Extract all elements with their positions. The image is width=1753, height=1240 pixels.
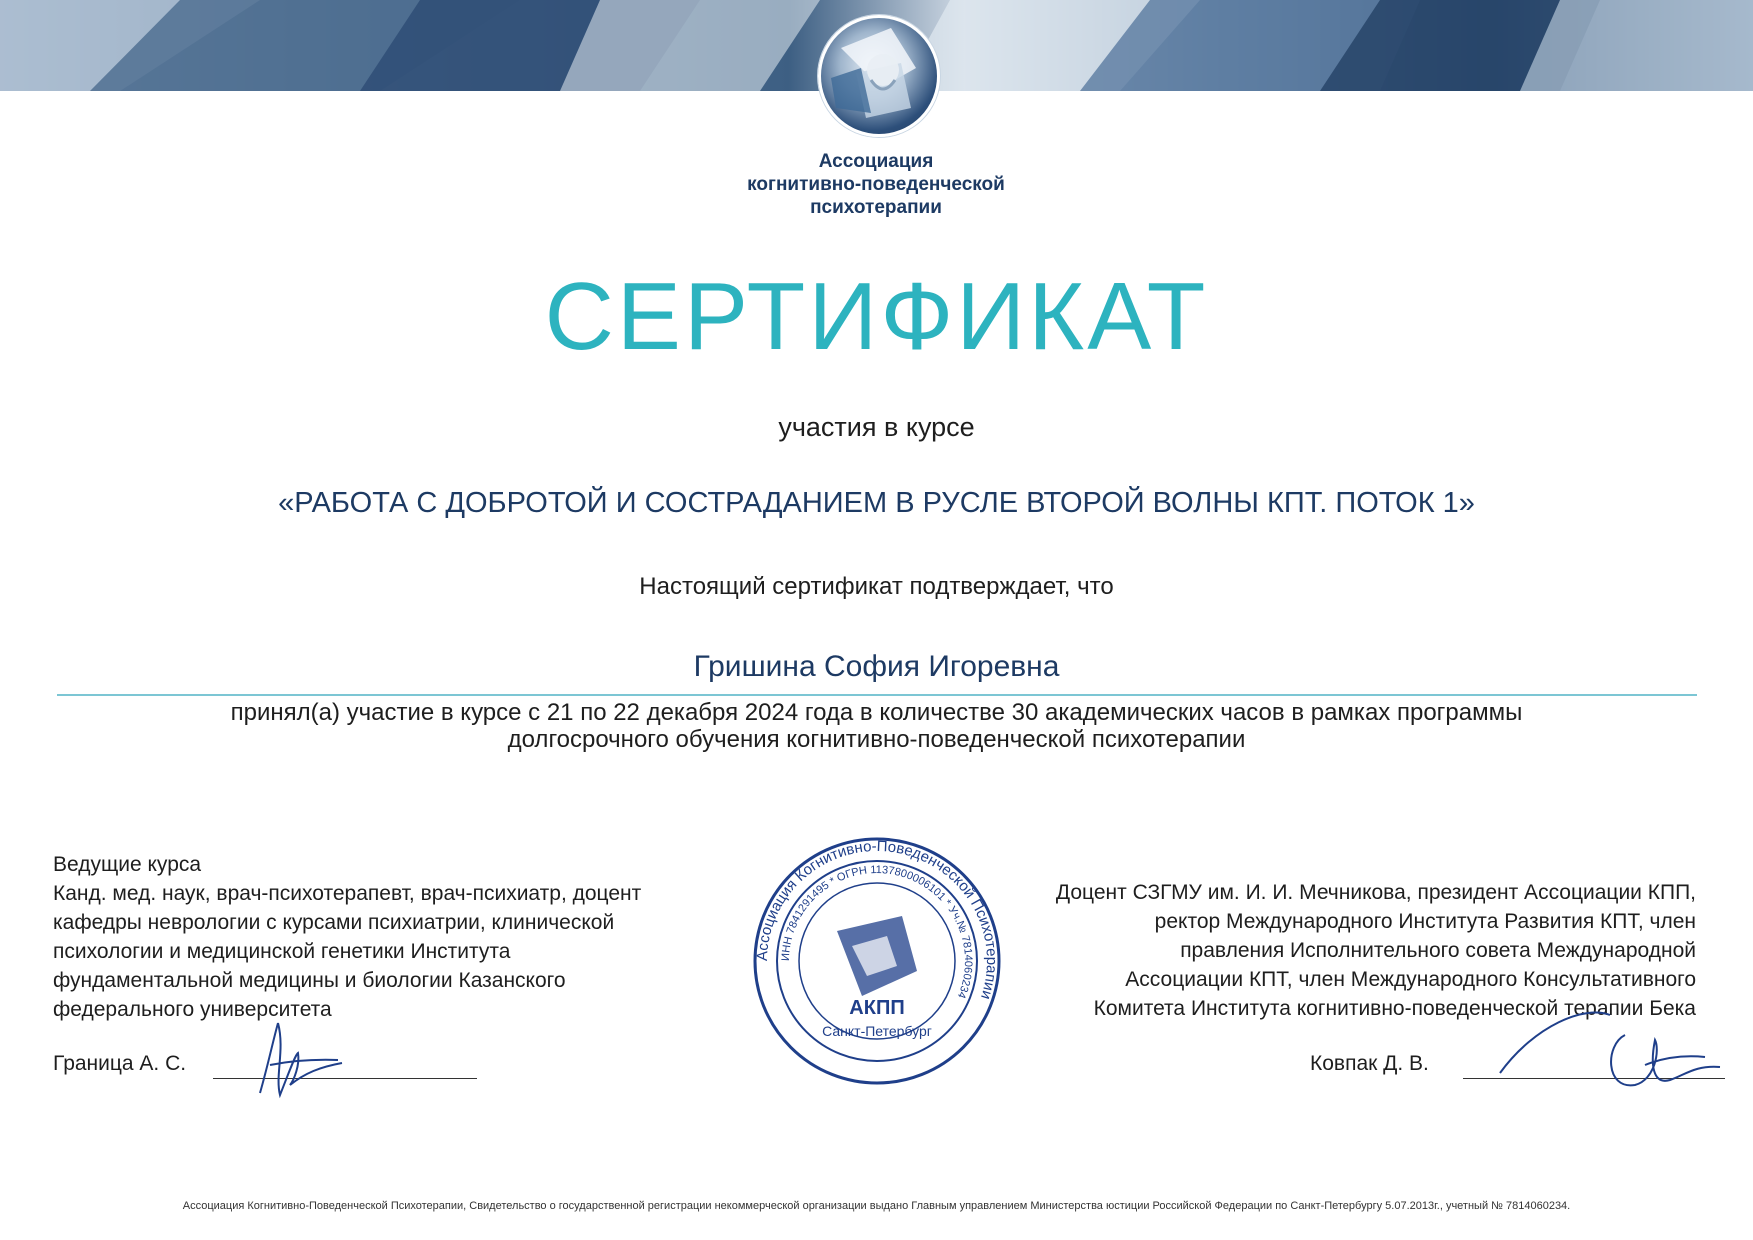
organization-logo [818, 15, 940, 137]
stamp-center-text: АКПП [849, 997, 905, 1019]
left-signatory-line: кафедры неврологии с курсами психиатрии, клинической [53, 911, 615, 934]
name-underline [57, 694, 1697, 696]
organization-name-line2: когнитивно-поведенческой [747, 174, 1005, 195]
confirm-text: Настоящий сертификат подтверждает, что [639, 573, 1114, 600]
left-signatory-line: фундаментальной медицины и биологии Казанского [53, 969, 566, 992]
logo-portrait-icon [821, 18, 937, 134]
left-signatory-name: Граница А. С. [53, 1052, 187, 1075]
left-handwritten-signature [250, 1015, 350, 1100]
course-name: «РАБОТА С ДОБРОТОЙ И СОСТРАДАНИЕМ В РУСЛЕ ВТОРОЙ ВОЛНЫ КПТ. ПОТОК 1» [278, 487, 1475, 519]
left-signatory-info [53, 850, 743, 1024]
left-signatory-line: психологии и медицинской генетики Института [53, 940, 511, 963]
left-signatory-heading: Ведущие курса [53, 853, 202, 876]
stamp-city-text: Санкт-Петербург [822, 1023, 932, 1039]
organization-stamp [752, 836, 1002, 1086]
footer-legal-text: Ассоциация Когнитивно-Поведенческой Психотерапии, Свидетельство о государственной регистрации некоммерческой организации выдано Главным управлением Министерства юстиции Российской Федерации по Санкт-Петербургу 5.07.2013г., учетный № 7814060234. [182, 1200, 1571, 1212]
right-signatory-line: правления Исполнительного совета Международной [1180, 939, 1696, 962]
organization-name-line3: психотерапии [810, 197, 942, 218]
right-handwritten-signature [1495, 995, 1725, 1095]
recipient-name: Гришина София Игоревна [693, 650, 1060, 683]
organization-name [676, 150, 1076, 219]
description-line2: долгосрочного обучения когнитивно-поведенческой психотерапии [507, 726, 1246, 753]
right-signatory-line: Ассоциации КПТ, член Международного Консультативного [1125, 968, 1696, 991]
left-signatory-line: Канд. мед. наук, врач-психотерапевт, врач-психиатр, доцент [53, 882, 642, 905]
right-signatory-name: Ковпак Д. В. [1310, 1052, 1429, 1075]
description-line1: принял(а) участие в курсе с 21 по 22 декабря 2024 года в количестве 30 академических часов в рамках программы [230, 699, 1523, 726]
left-signatory-line: федерального университета [53, 998, 332, 1021]
stamp-outer-text: Ассоциация Когнитивно-Поведенческой Психотерапии [753, 837, 1001, 1002]
certificate-title: СЕРТИФИКАТ [544, 263, 1209, 370]
right-signatory-line: Доцент СЗГМУ им. И. И. Мечникова, президент Ассоциации КПП, [1055, 881, 1696, 904]
right-signatory-line: ректор Международного Института Развития КПТ, член [1154, 910, 1696, 933]
stamp-inner-text: ИНН 7841291495 * ОГРН 1137800006101 * Уч.№ 7814060234 [779, 863, 975, 1000]
organization-name-line1: Ассоциация [818, 151, 934, 172]
certificate-subtitle: участия в курсе [778, 412, 975, 442]
right-signatory-line: Комитета Института когнитивно-поведенческой терапии Бека [1093, 997, 1696, 1020]
participation-description [120, 699, 1633, 753]
